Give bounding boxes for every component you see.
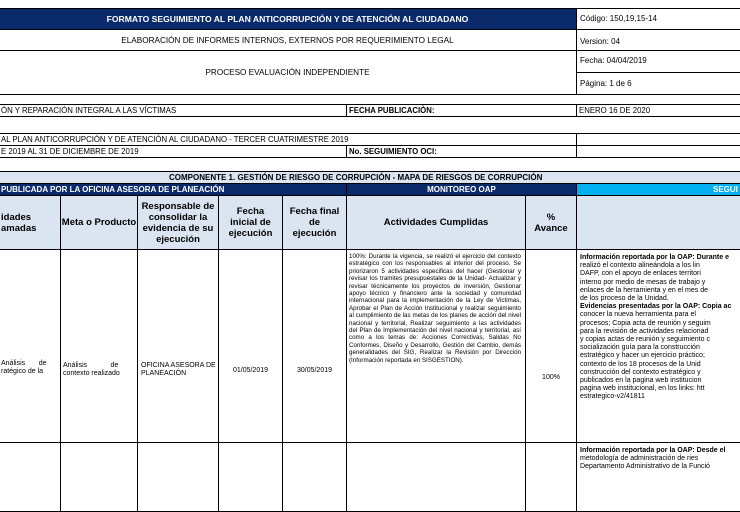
entity-name: ÓN Y REPARACIÓN INTEGRAL A LAS VÍCTIMAS: [1, 106, 177, 115]
row2-meta-cell: [60, 442, 138, 512]
version-text: Version: 04: [580, 37, 621, 46]
seg-line: publicados en la pagina web institucion: [580, 377, 702, 385]
seg-line: DAFP, con el apoyo de enlaces territori: [580, 270, 701, 278]
row2-cumplidas-cell: [346, 442, 526, 512]
entity-cell: [0, 104, 347, 117]
row1-avance: 100%: [542, 374, 560, 381]
col-avance-label: % Avance: [534, 211, 568, 234]
col-meta: [60, 195, 138, 250]
row1-actividad-cell: [0, 249, 61, 443]
seg-line: conocer la nueva herramienta para el: [580, 311, 696, 319]
seg-line: para la revisión de actividades relacionad: [580, 327, 709, 335]
seg-line: Información reportada por la OAP: Durante e: [580, 254, 729, 261]
process-cell: [0, 50, 577, 95]
row1-seguimiento-cell: [576, 249, 740, 443]
seg-line: Evidencias presentadas por la OAP: Copia ac: [580, 303, 732, 311]
seg-line: socialización guía para la construcción: [580, 344, 700, 352]
seg-line: de los proceso de la Unidad.: [580, 295, 669, 303]
row1-avance-cell: [525, 249, 577, 443]
plan-title: AL PLAN ANTICORRUPCIÓN Y DE ATENCIÓN AL CIUDADANO - TERCER CUATRIMESTRE 2019: [1, 135, 349, 144]
fecha-text: Fecha: 04/04/2019: [580, 56, 647, 65]
format-title-cell: [0, 8, 577, 30]
row1-responsable: OFICINA ASESORA DE PLANEACIÓN: [141, 362, 216, 378]
col-meta-label: Meta o Producto: [61, 217, 137, 228]
row2-responsable-cell: [137, 442, 219, 512]
col-avance: [525, 195, 577, 250]
col-cumplidas-label: Actividades Cumplidas: [383, 217, 489, 228]
row1-fecha-final: 30/05/2019: [296, 367, 333, 374]
component-title: COMPONENTE 1. GESTIÓN DE RIESGO DE CORRUPCIÓN - MAPA DE RIESGOS DE CORRUPCIÓN: [169, 173, 543, 182]
col-actividades-label: idades amadas: [1, 211, 37, 234]
row2-actividad-cell: [0, 442, 61, 512]
monitoreo-text: MONITOREO OAP: [427, 185, 496, 194]
fecha-cell: [576, 50, 740, 73]
seg-line: construcción del contexto estratégico y: [580, 368, 701, 376]
process-name: PROCESO EVALUACIÓN INDEPENDIENTE: [205, 68, 370, 77]
seguimiento-oci-label: No. SEGUIMIENTO OCI:: [349, 147, 437, 156]
pub-label-cell: [346, 104, 577, 117]
codigo-text: Código: 150,19,15-14: [580, 14, 657, 23]
subtitle-cell: [0, 29, 577, 51]
oap-published-text: PUBLICADA POR LA OFICINA ASESORA DE PLANEACIÓN: [1, 185, 225, 194]
seg-line: pagina web institucional, en los links: htt: [580, 385, 705, 393]
row1-fecha-inicial-cell: [218, 249, 283, 443]
row1-actividad: Análisis de ratégico de la: [1, 360, 47, 376]
seg-line: y copias actas de reunión y seguimiento c: [580, 336, 710, 344]
publication-date-label: FECHA PUBLICACIÒN:: [349, 106, 435, 115]
row2-avance-cell: [525, 442, 577, 512]
row1-fecha-inicial: 01/05/2019: [232, 367, 269, 374]
seguimiento-text: SEGUI: [713, 185, 738, 194]
seg-line: metodología de administración de ries: [580, 455, 699, 463]
row1-meta: Análisis de contexto realizado: [63, 362, 120, 378]
version-cell: [576, 29, 740, 51]
row1-cumplidas-cell: [346, 249, 526, 443]
codigo-cell: [576, 8, 740, 30]
publication-date-value: ENERO 16 DE 2020: [579, 106, 651, 115]
row2-fecha-final-cell: [282, 442, 347, 512]
pagina-text: Página: 1 de 6: [580, 79, 632, 88]
col-actividades: [0, 195, 61, 250]
seg-line: estratégico y hacer un ejercicio práctico;: [580, 352, 705, 360]
seguimiento-label-cell: [346, 145, 577, 158]
pub-value-cell: [576, 104, 740, 117]
row1-meta-cell: [60, 249, 138, 443]
col-cumplidas: [346, 195, 526, 250]
row1-cumplidas: 100%: Durante la vigencia, se realizó el ejercicio del contexto estratégico con los responsables al interior del proceso. Se priorizaron 5 actividades especificas del hacer (Gestionar y revisar los tramites presupuestales de la Unidad- Actualizar y revisar técnicamente los proyectos de inversión, Gestionar apoyo técnico y financiero ante la sociedad y comunidad internacional para la implementación de la Ley de Victimas, Aprobar el Plan de Acción Institucional y realizar seguimiento al cumplimiento de las metas de los planes de acción del nivel nacional y territorial, Realizar seguimiento a las actividades del Plan de Implementación del nivel nacional y territorial, así como a los temas de: Acciones Correctivas, Salidas No Conformes, Diseño y Desarrollo, Gestión del Cambio, demás generalidades del SIG, Realizar la Revisión por Dirección (Información reportada en SISGESTION).: [349, 253, 521, 364]
col-fecha-final-label: Fecha final de ejecución: [289, 206, 340, 239]
seg-line: Departamento Administrativo de la Funció: [580, 463, 710, 471]
row2-seguimiento: [580, 447, 740, 472]
col-fecha-inicial-label: Fecha inicial de ejecución: [228, 206, 273, 239]
period-cell: [0, 145, 347, 158]
row2-fecha-inicial-cell: [218, 442, 283, 512]
seg-line: enlaces de la herramienta y en el mes de: [580, 286, 709, 294]
col-seguimiento: [576, 195, 740, 250]
pagina-cell: [576, 72, 740, 95]
format-title: FORMATO SEGUIMIENTO AL PLAN ANTICORRUPCIÓN Y DE ATENCIÓN AL CIUDADANO: [106, 14, 469, 24]
col-fecha-final: [282, 195, 347, 250]
seguimiento-value-cell: [576, 145, 740, 158]
col-responsable: [137, 195, 219, 250]
row1-seguimiento: [580, 254, 740, 402]
row2-seguimiento-cell: [576, 442, 740, 512]
seg-line: procesos; Copia acta de reunión y seguim: [580, 319, 711, 327]
format-subtitle: ELABORACIÓN DE INFORMES INTERNOS, EXTERNOS POR REQUERIMIENTO LEGAL: [121, 36, 454, 45]
row1-fecha-final-cell: [282, 249, 347, 443]
seg-line: interno por medio de mesas de trabajo y: [580, 278, 706, 286]
seg-line: contexto de los 18 procesos de la Unid: [580, 360, 701, 368]
period-text: E 2019 AL 31 DE DICIEMBRE DE 2019: [1, 147, 139, 156]
seg-line: estrategico-v2/41811: [580, 393, 645, 401]
col-responsable-label: Responsable de consolidar la evidencia de su ejecución: [141, 200, 215, 245]
col-fecha-inicial: [218, 195, 283, 250]
row1-responsable-cell: [137, 249, 219, 443]
seg-line: realizó el contexto alineándola a los lin: [580, 262, 700, 270]
seg-line: Información reportada por la OAP: Desde el: [580, 447, 726, 454]
